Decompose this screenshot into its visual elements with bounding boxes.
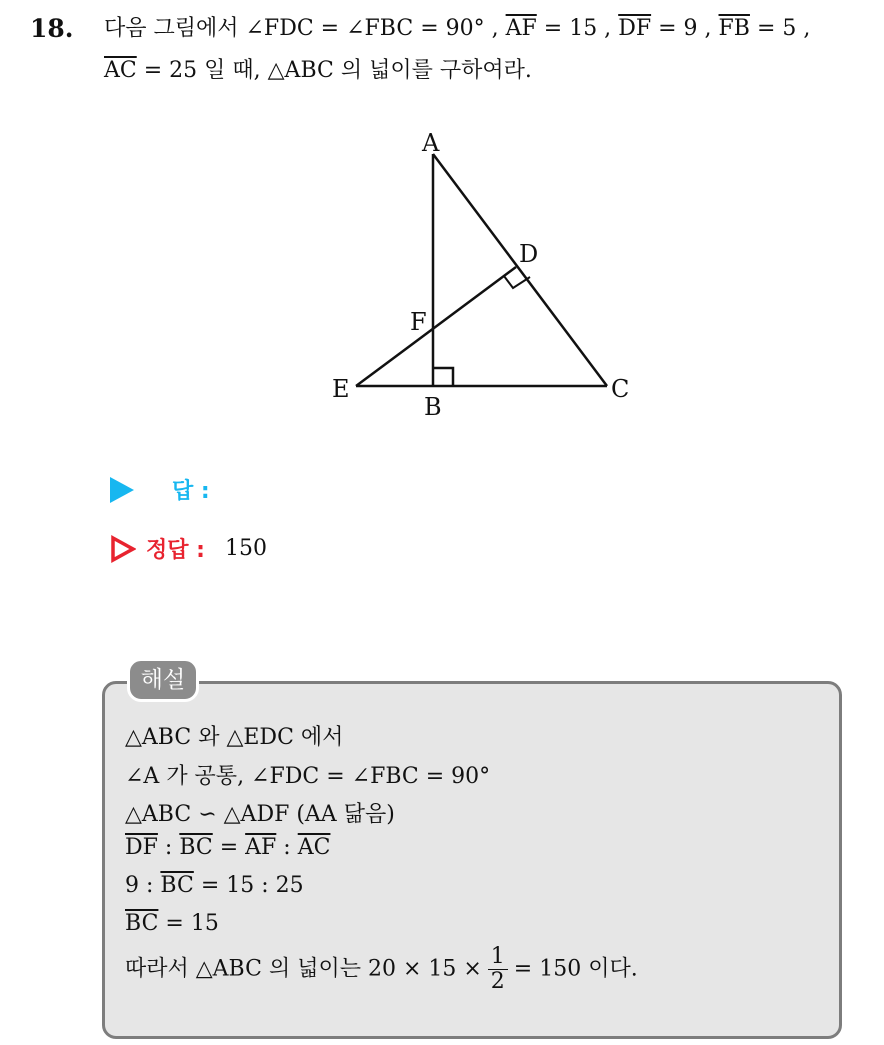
fraction-numerator: 1: [488, 945, 508, 970]
bc-value: = 15: [158, 911, 219, 936]
outline-triangle-icon: [110, 535, 136, 563]
triangle-figure: [320, 118, 640, 428]
explanation-line-6: [125, 911, 219, 936]
label-c: C: [611, 375, 630, 403]
explanation-line-7: [125, 945, 638, 994]
answer-row: [110, 474, 210, 505]
explanation-line-3: △ABC ∽ △ADF (AA 닮음): [125, 802, 395, 827]
label-a: A: [422, 129, 440, 157]
label-d: D: [519, 240, 539, 268]
segment-fb-value: = 5 ,: [756, 16, 811, 41]
fraction-denominator: 2: [490, 969, 505, 994]
segment-af-value: = 15 ,: [543, 16, 612, 41]
segment-ac: $\overline{AC}$: [297, 835, 331, 860]
segment-af: $\overline{AF}$: [245, 835, 277, 860]
question-line-1: [104, 14, 810, 44]
question-text-2: = 25 일 때, △ABC 의 넓이를 구하여라.: [143, 58, 532, 83]
segment-af: $\overline{AF}$: [505, 16, 537, 41]
explanation-line-4: [125, 835, 330, 860]
explanation-line-1: △ABC 와 △EDC 에서: [125, 725, 344, 750]
question-text: 다음 그림에서 ∠FDC = ∠FBC = 90° ,: [104, 16, 499, 41]
explanation-line-2: ∠A 가 공통, ∠FDC = ∠FBC = 90°: [125, 764, 491, 789]
segment-df: $\overline{DF}$: [125, 835, 158, 860]
segment-bc: $\overline{BC}$: [125, 911, 159, 936]
segment-ac-line: [433, 154, 607, 386]
label-b: B: [424, 393, 442, 421]
label-e: E: [332, 375, 350, 403]
ratio-right: = 15 : 25: [193, 873, 304, 898]
ratio-separator: :: [276, 835, 298, 860]
ratio-separator: :: [157, 835, 180, 860]
equals-sign: =: [212, 835, 246, 860]
correct-answer-row: [110, 533, 267, 564]
segment-df: $\overline{DF}$: [618, 16, 652, 41]
area-text: 따라서 △ABC 의 넓이는 20 × 15 ×: [125, 956, 482, 982]
segment-ac: $\overline{AC}$: [104, 58, 137, 83]
correct-answer-label: 정답 :: [146, 538, 205, 563]
right-angle-b-mark: [433, 368, 453, 386]
area-result: = 150 이다.: [513, 956, 638, 982]
correct-answer-value: 150: [224, 536, 267, 561]
segment-bc: $\overline{BC}$: [160, 873, 194, 898]
segment-df-value: = 9 ,: [658, 16, 712, 41]
label-f: F: [410, 308, 427, 336]
question-number: 18.: [30, 14, 74, 43]
ratio-left: 9 :: [125, 873, 161, 898]
explanation-tab: 해설: [127, 658, 199, 702]
play-triangle-icon: [110, 477, 134, 503]
segment-bc: $\overline{BC}$: [179, 835, 213, 860]
answer-label: 답 :: [172, 479, 210, 504]
fraction-one-half: [488, 945, 508, 994]
segment-fb: $\overline{FB}$: [718, 16, 750, 41]
explanation-line-5: [125, 873, 304, 898]
question-line-2: [104, 56, 532, 86]
